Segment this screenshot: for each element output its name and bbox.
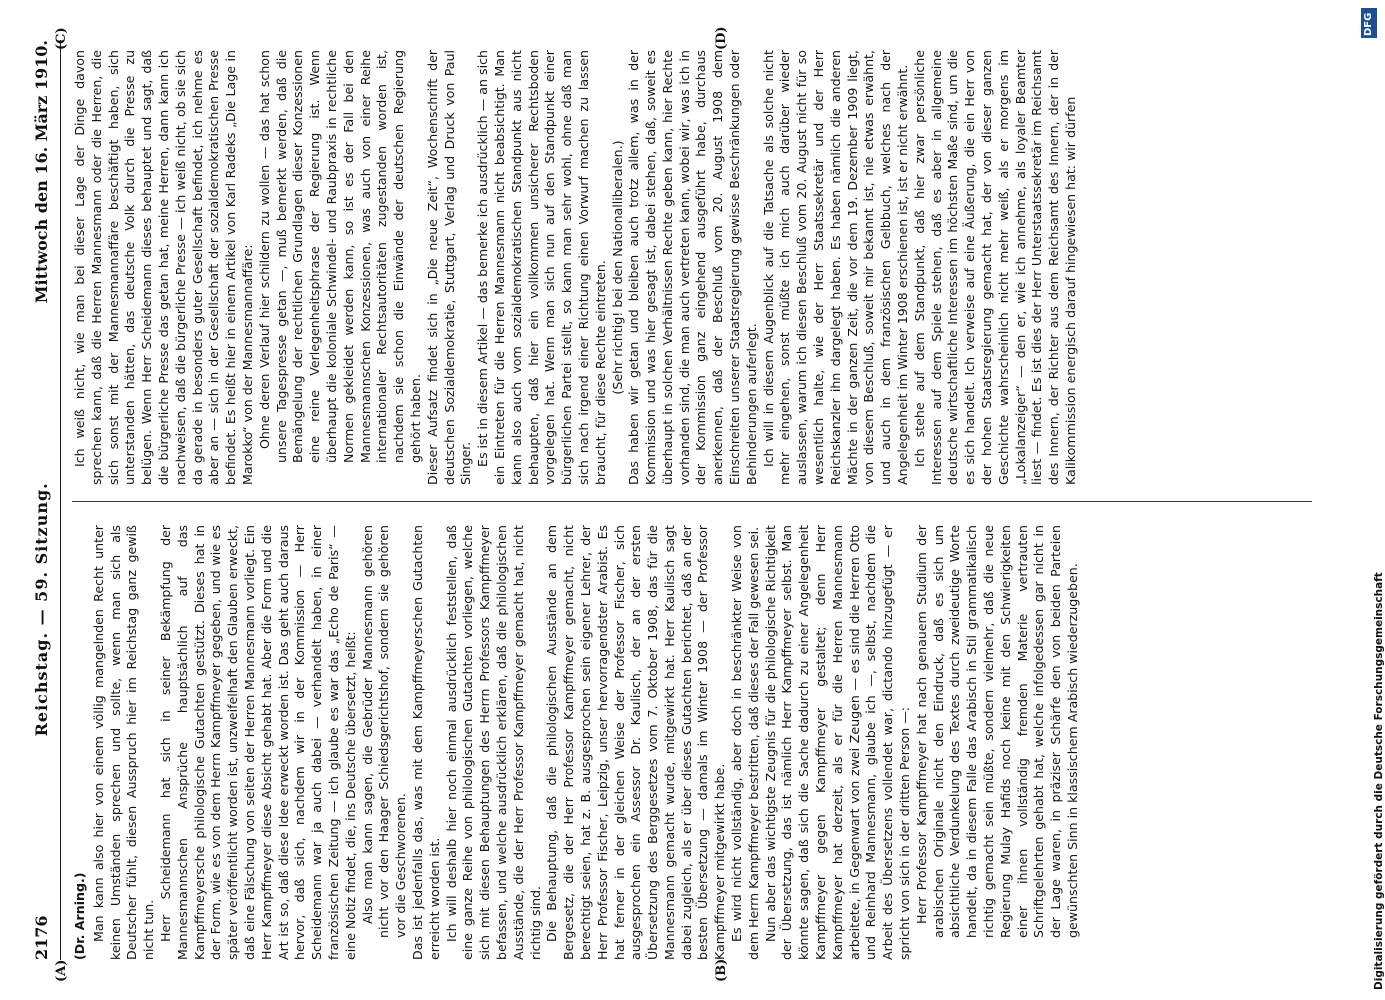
credit-text: Digitalisierung gefördert durch die Deutsche Forschungsgemeinschaft: [1373, 572, 1385, 990]
session-title: Reichstag. — 59. Sitzung.: [31, 482, 51, 737]
paragraph: Dieser Aufsatz findet sich in „Die neue Zeit“, Wochenschrift der deutschen Sozialdemokratie, Stuttgart, Verlag und Druck von Paul Singer.: [424, 50, 474, 485]
page-header: [24, 40, 58, 960]
margin-letter-c: (C): [54, 27, 69, 50]
paragraph: Nun aber das wichtigste Zeugnis für die philologische Richtigkeit der Übersetzung, das ist nämlich Herr Kampffmeyer selbst. Man könnte sagen, daß sich die Sache dadurch zu einer Angelegenheit Kampffmeyer gegen Kampffmeyer gestaltet; denn Herr Kampffmeyer hat derzeit, als er für die Herren Mannesmann arbeitete, in Gegenwart von zwei Zeugen — es sind die Herren Otto und Reinhard Mannesmann, glaube ich —, selbst, nachdem die Arbeit des Übersetzens vollendet war, dictando hinzugefügt — er spricht von sich in der dritten Person —:: [762, 525, 913, 960]
session-date: Mittwoch den 16. März 1910.: [31, 40, 51, 304]
header-rule: [60, 40, 61, 960]
paragraph: Das haben wir getan und bleiben auch trotz allem, was in der Kommission und was hier gesagt ist, dabei stehen, daß, soweit es überhaupt in solchen Verhältnissen Rechte geben kann, hier Rechte vorhanden sind, die man auch vertreten kann, wobei wir, was ich in der Kommission ganz eingehend ausgeführt habe, durchaus anerkennen, daß der Beschluß vom 20. August 1908 dem Einschreiten unserer Staatsregierung gewisse Beschränkungen oder Behinderungen auferlegt.: [626, 50, 759, 485]
quotation: Herr Professor Kampffmeyer hat nach genauem Studium der arabischen Originale nicht den Eindruck, daß es sich um absichtliche Verdunkelung des Textes durch zweideutige Worte handelt, da in diesem Falle das Arabisch in Stil grammatikalisch richtig gemacht sein müßte, sondern vielmehr, daß die neue Regierung Mulay Hafids noch keine mit den Schwierigkeiten einer ihnen vollständig fremden Materie vertrauten Schriftgelehrten gehabt hat, welche infolgedessen gar nicht in der Lage waren, in präziser Schärfe den von beiden Parteien gewünschten Sinn in klassischem Arabisch wiederzugeben.: [913, 525, 1081, 938]
column-divider: [72, 501, 1312, 502]
rotated-page: [24, 20, 1324, 980]
dfg-logo-text: DFG: [1363, 12, 1374, 36]
page-number: 2176: [31, 915, 51, 960]
paragraph: Ich will deshalb hier noch einmal ausdrücklich feststellen, daß eine ganze Reihe von philologischen Gutachten vorliegen, welche sich mit diesen Behauptungen des Herrn Professors Kampffmeyer befassen, und welche ausdrücklich erklären, daß die philologischen Ausstände, die der Herr Professor Kampffmeyer gemacht hat, nicht richtig sind.: [443, 525, 543, 960]
paragraph: Es wird nicht vollständig, aber doch in beschränkter Weise von dem Herrn Kampffmeyer bestritten, daß dieses der Fall gewesen sei.: [729, 525, 761, 960]
quotation: Also man kann sagen, die Gebrüder Mannesmann gehören nicht vor den Haager Schiedsgerichtshof, sondern sie gehören vor die Geschworenen.: [359, 525, 409, 938]
paragraph: Ich stehe auf dem Standpunkt, daß hier zwar persönliche Interessen auf dem Spiele stehen, daß es aber in allgemeine deutsche wirtschaftliche Interessen im höchsten Maße sind, um die es sich handelt. Ich verweise auf eine Äußerung, die ein Herr von der hohen Staatsregierung gemacht hat, der von dieser ganzen Geschichte wahrscheinlich nicht mehr weiß, als er morgens im „Lokalanzeiger“ — den er, wie ich annehme, als loyaler Beamter liest — findet. Es ist dies der Herr Unterstaatssekretär im Reichsamt des Innern, der Richter aus dem Reichsamt des Innern, der in der Kalikommission energisch darauf hingewiesen hat: wir dürfen: [911, 50, 1079, 485]
paragraph: Herr Scheidemann hat sich in seiner Bekämpfung der Mannesmannschen Ansprüche hauptsächlich auf das Kampffmeyersche philologische Gutachten gestützt. Dieses hat in der Form, wie es von dem Herrn Kampffmeyer gegeben, und wie es später veröffentlicht worden ist, unzweifelhaft den Glauben erweckt, daß eine Fälschung von seiten der Herren Mannesmann vorliegt. Ein Herr Kampffmeyer diese Absicht gehabt hat. Aber die Form und die Art ist so, daß diese Idee erweckt worden ist. Das geht auch daraus hervor, daß sich, nachdem wir in der Kommission — Herr Scheidemann war ja auch dabei — verhandelt haben, in einer französischen Zeitung — ich glaube es war das „Echo de Paris“ — eine Notiz findet, die, ins Deutsche übersetzt, heißt:: [157, 525, 358, 960]
paragraph: Es ist in diesem Artikel — das bemerke ich ausdrücklich — an sich ein Eintreten für die Herren Mannesmann nicht beabsichtigt. Man kann also auch vom sozialdemokratischen Standpunkt aus nicht behaupten, daß hier ein vollkommen unsicherer Rechtsboden vorgelegen hat. Wenn man sich nun auf den Standpunkt einer bürgerlichen Partei stellt, so kann man sehr wohl, ohne daß man sich nach irgend einer Richtung einen Vorwurf machen zu lassen braucht, für diese Rechte eintreten.: [475, 50, 608, 485]
paragraph: Man kann also hier von einem völlig mangelnden Recht unter keinen Umständen sprechen und sollte, wenn man sich als Deutscher fühlt, diesen Ausspruch hier im Reichstag ganz gewiß nicht tun.: [90, 525, 157, 960]
paragraph: Das ist jedenfalls das, was mit dem Kampffmeyerschen Gutachten erreicht worden ist.: [409, 525, 442, 960]
margin-letter-d: (D): [714, 26, 729, 50]
paragraph: Die Behauptung, daß die philologischen Ausstände an dem Bergesetz, die der Herr Professor Kampffmeyer gemacht, nicht berechtigt seien, hat z. B. ausgesprochen sein eigener Lehrer, der Herr Professor Fischer, Leipzig, unser hervorragendster Arabist. Es hat ferner in der gleichen Weise der Professor Fischer, sich ausgesprochen ein Assessor Dr. Kaulisch, der an der ersten Übersetzung des Berggesetzes vom 7. Oktober 1908, das für die Mannesmann gemacht wurde, mitgewirkt hat. Herr Kaulisch sagt dabei zugleich, als er über dieses Gutachten berichtet, daß an der besten Übersetzung — damals im Winter 1908 — der Professor Kampffmeyer mitgewirkt habe.: [544, 525, 728, 960]
paragraph: Ich weiß nicht, wie man bei dieser Lage der Dinge davon sprechen kann, daß die Herren Mannesmann oder die Herren, die sich sonst mit der Mannesmannaffäre beschäftigt haben, sich unterstanden hätten, das deutsche Volk durch die Presse zu belügen. Wenn Herr Scheidemann dieses behauptet und sagt, daß die bürgerliche Presse das getan hat, meine Herren, dann kann ich nachweisen, daß die bürgerliche Presse — ich weiß nicht, ob sie sich da gerade in besonders guter Gesellschaft befindet, ich nehme es aber an — sich in der Gesellschaft der sozialdemokratischen Presse befindet. Es heißt hier in einem Artikel von Karl Radeks „Die Lage in Marokko“ von der Mannesmannaffäre:: [72, 50, 255, 485]
right-column: [72, 50, 1080, 485]
quotation: Ohne deren Verlauf hier schildern zu wollen — das hat schon unsere Tagespresse getan —, muß bemerkt werden, daß die Bemängelung der rechtlichen Grundlagen dieser Konzessionen eine reine Verlegenheitsphrase der Regierung ist. Wenn überhaupt die koloniale Schwindel- und Raubpraxis in rechtliche Normen gekleidet werden kann, so ist es der Fall bei den Mannesmannschen Konzessionen, was auch von einer Reihe internationaler Rechtsautoritäten zugestanden worden ist, nachdem sie schon die Einwände der deutschen Regierung gehört haben.: [256, 50, 423, 463]
margin-letter-b: (B): [714, 958, 729, 982]
paragraph: Ich will in diesem Augenblick auf die Tatsache als solche nicht mehr eingehen, sonst müßte ich mich auch darüber wieder auslassen, warum ich diesen Beschluß vom 20. August nicht für so wesentlich halte, wie der Herr Staatssekretär und der Herr Reichskanzler ihn dargelegt haben. Es haben nämlich die anderen Mächte in der ganzen Zeit, die vor dem 19. Dezember 1909 liegt, von diesem Beschluß, soweit mir bekannt ist, nie etwas erwähnt, und auch in dem französischen Gelbbuch, welches nach der Angelegenheit im Winter 1908 erschienen ist, ist er nicht erwähnt.: [760, 50, 911, 485]
left-column: [72, 525, 1082, 960]
speaker-label: (Dr. Arning.): [72, 872, 87, 960]
digitization-credit: [1357, 0, 1385, 1000]
interjection: (Sehr richtig! bei den Nationalliberalen.): [609, 140, 625, 395]
margin-letter-a: (A): [54, 959, 69, 982]
dfg-logo-badge: [1361, 8, 1377, 38]
